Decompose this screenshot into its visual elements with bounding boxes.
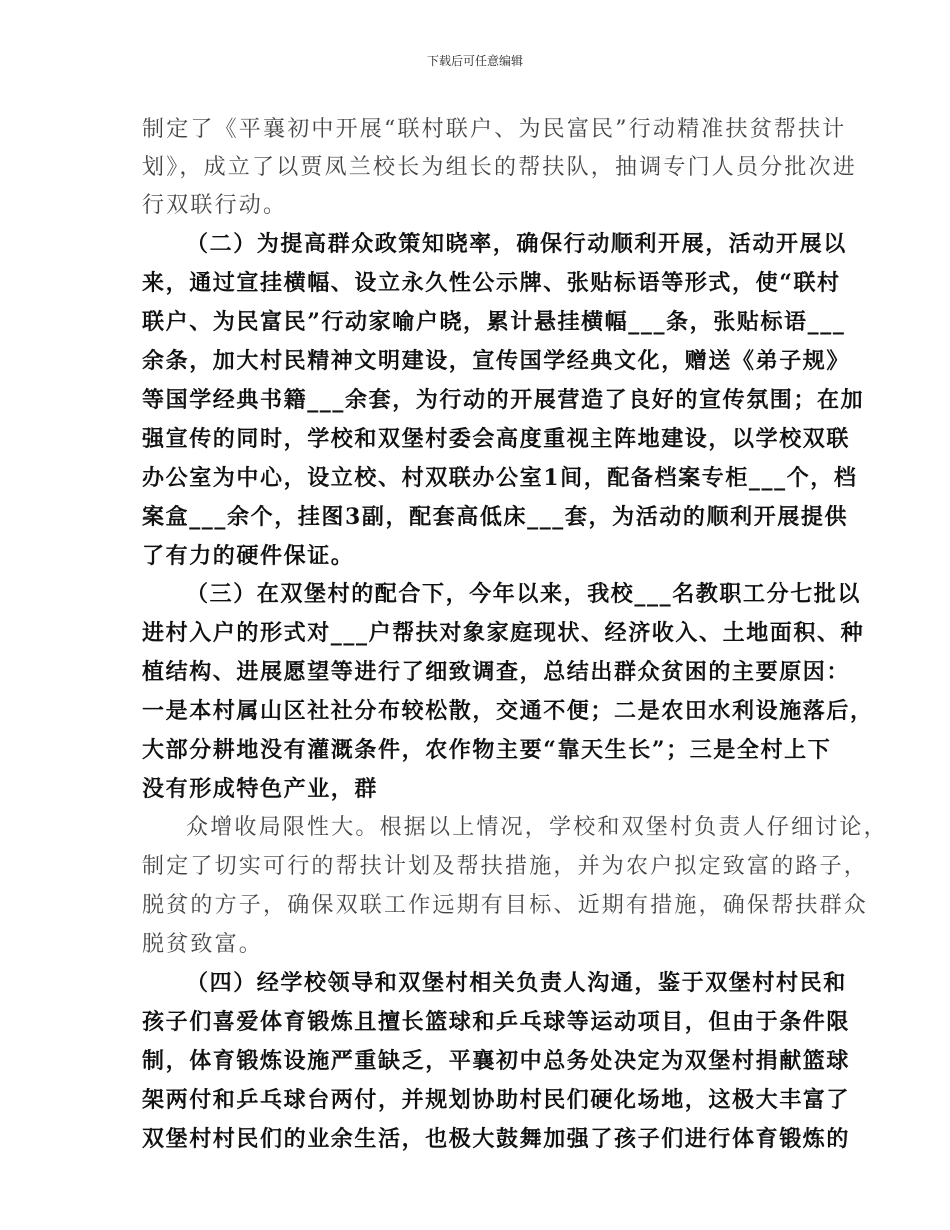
text-line: 制定了《平襄初中开展“联村联户、为民富民”行动精准扶贫帮扶计 <box>142 117 847 142</box>
text-line: 一是本村属山区社社分布较松散，交通不便；二是农田水利设施落后， <box>142 698 874 724</box>
text-line: 脱贫的方子，确保双联工作远期有目标、近期有措施，确保帮扶群众 <box>142 893 869 918</box>
text-line: （四）经学校领导和双堡村相关负责人沟通，鉴于双堡村村民和 <box>186 970 847 996</box>
text-line: 余条，加大村民精神文明建设，宣传国学经典文化，赠送《弟子规》 <box>142 348 851 374</box>
text-line: 来，通过宣挂横幅、设立永久性公示牌、张贴标语等形式，使“联村 <box>142 270 841 296</box>
text-line: 进村入户的形式对___户帮扶对象家庭现状、经济收入、土地面积、种 <box>142 620 865 646</box>
text-line: （二）为提高群众政策知晓率，确保行动顺利开展，活动开展以 <box>186 231 847 257</box>
text-line: 架两付和乒乓球台两付，并规划协助村民们硬化场地，这极大丰富了 <box>142 1087 851 1113</box>
text-line: 孩子们喜爱体育锻炼且擅长篮球和乒乓球等运动项目，但由于条件限 <box>142 1009 851 1035</box>
text-line: 联户、为民富民”行动家喻户晓，累计悬挂横幅___条，张贴标语___ <box>142 309 846 335</box>
text-line: 众增收局限性大。根据以上情况，学校和双堡村负责人仔细讨论， <box>186 815 888 840</box>
text-line: 了有力的硬件保证。 <box>142 543 355 569</box>
text-line: 制定了切实可行的帮扶计划及帮扶措施，并为农户拟定致富的路子， <box>142 854 869 879</box>
text-line: 强宣传的同时，学校和双堡村委会高度重视主阵地建设，以学校双联 <box>142 426 851 452</box>
text-line: 没有形成特色产业，群 <box>142 776 379 802</box>
text-line: （三）在双堡村的配合下，今年以来，我校___名教职工分七批以 <box>186 581 862 607</box>
text-line: 划》，成立了以贾凤兰校长为组长的帮扶队，抽调专门人员分批次进 <box>142 155 858 180</box>
text-line: 制，体育锻炼设施严重缺乏，平襄初中总务处决定为双堡村捐献篮球 <box>142 1048 851 1074</box>
page-header: 下载后可任意编辑 <box>426 54 523 68</box>
text-line: 双堡村村民们的业余生活，也极大鼓舞加强了孩子们进行体育锻炼的 <box>142 1126 851 1152</box>
text-line: 大部分耕地没有灌溉条件，农作物主要“靠天生长”；三是全村上下 <box>142 737 832 763</box>
text-line: 办公室为中心，设立校、村双联办公室1间，配备档案专柜___个，档 <box>142 465 858 491</box>
text-line: 植结构、进展愿望等进行了细致调查，总结出群众贫困的主要原因： <box>142 659 851 685</box>
text-line: 脱贫致富。 <box>142 932 264 957</box>
text-line: 行双联行动。 <box>142 193 288 218</box>
text-line: 案盒___余个，挂图3副，配套高低床___套，为活动的顺利开展提供 <box>142 504 849 530</box>
text-line: 等国学经典书籍___余套，为行动的开展营造了良好的宣传氛围；在加 <box>142 387 865 413</box>
